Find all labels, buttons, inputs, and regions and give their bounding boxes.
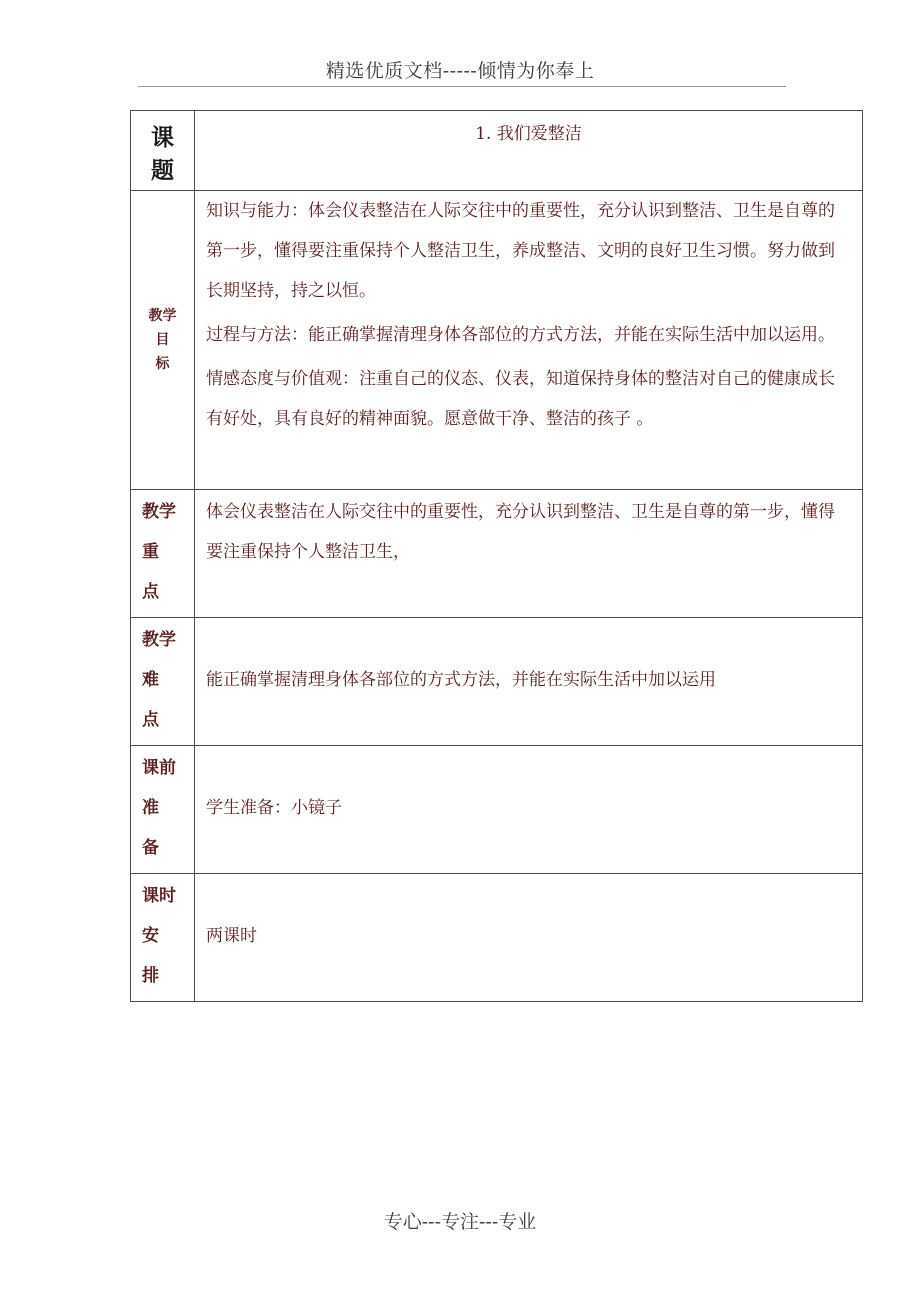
schedule-content-cell <box>195 874 863 1002</box>
goals-label-line3: 标 <box>155 356 170 372</box>
difficulties-label-line1: 教学 <box>142 630 176 650</box>
goals-row <box>131 191 863 490</box>
key-points-label-line3: 点 <box>142 582 159 602</box>
title-value-cell <box>195 111 863 191</box>
schedule-label-line1: 课时 <box>142 886 176 906</box>
title-label-line2: 题 <box>151 157 174 184</box>
title-label-cell <box>131 111 195 191</box>
preparation-label-line3: 备 <box>142 838 159 858</box>
preparation-label-line1: 课前 <box>142 758 176 778</box>
title-label-line1: 课 <box>151 124 174 151</box>
lesson-title: 1. 我们爱整洁 <box>475 124 582 144</box>
key-points-label-line1: 教学 <box>142 502 176 522</box>
schedule-row <box>131 874 863 1002</box>
preparation-content-cell <box>195 746 863 874</box>
goals-label-line2: 目 <box>155 332 170 348</box>
difficulties-label <box>131 618 194 740</box>
key-points-text: 体会仪表整洁在人际交往中的重要性，充分认识到整洁、卫生是自尊的第一步，懂得要注重保持个人整洁卫生， <box>206 502 835 562</box>
difficulties-label-cell <box>131 618 195 746</box>
schedule-label-line3: 排 <box>142 966 159 986</box>
difficulties-label-line3: 点 <box>142 710 159 730</box>
schedule-label-cell <box>131 874 195 1002</box>
difficulties-row <box>131 618 863 746</box>
goals-content <box>195 191 862 439</box>
key-points-content-cell <box>195 490 863 618</box>
goal-process: 过程与方法：能正确掌握清理身体各部位的方式方法，并能在实际生活中加以运用。 <box>206 325 835 345</box>
difficulties-text: 能正确掌握清理身体各部位的方式方法，并能在实际生活中加以运用 <box>206 670 716 690</box>
goals-label <box>131 304 194 376</box>
key-points-label-line2: 重 <box>142 542 159 562</box>
goals-label-cell <box>131 191 195 490</box>
key-points-label-cell <box>131 490 195 618</box>
preparation-row <box>131 746 863 874</box>
goal-knowledge: 知识与能力：体会仪表整洁在人际交往中的重要性，充分认识到整洁、卫生是自尊的第一步，懂得要注重保持个人整洁卫生，养成整洁、文明的良好卫生习惯。努力做到长期坚持，持之以恒。 <box>206 201 835 301</box>
page-footer: 专心---专注---专业 <box>383 1211 537 1233</box>
schedule-label <box>131 874 194 996</box>
goal-emotion: 情感态度与价值观：注重自己的仪态、仪表，知道保持身体的整洁对自己的健康成长有好处，具有良好的精神面貌。愿意做干净、整洁的孩子 。 <box>206 369 835 429</box>
header-divider <box>138 86 786 87</box>
schedule-label-line2: 安 <box>142 926 159 946</box>
goals-label-line1: 教学 <box>148 308 177 324</box>
schedule-text: 两课时 <box>206 926 257 946</box>
preparation-text: 学生准备：小镜子 <box>206 798 342 818</box>
lesson-plan-table <box>130 110 863 1002</box>
key-points-row <box>131 490 863 618</box>
preparation-label <box>131 746 194 868</box>
difficulties-content-cell <box>195 618 863 746</box>
difficulties-label-line2: 难 <box>142 670 159 690</box>
title-row <box>131 111 863 191</box>
title-label <box>131 111 194 187</box>
goals-content-cell <box>195 191 863 490</box>
page-header: 精选优质文档-----倾情为你奉上 <box>325 60 595 82</box>
preparation-label-cell <box>131 746 195 874</box>
preparation-label-line2: 准 <box>142 798 159 818</box>
key-points-label <box>131 490 194 612</box>
